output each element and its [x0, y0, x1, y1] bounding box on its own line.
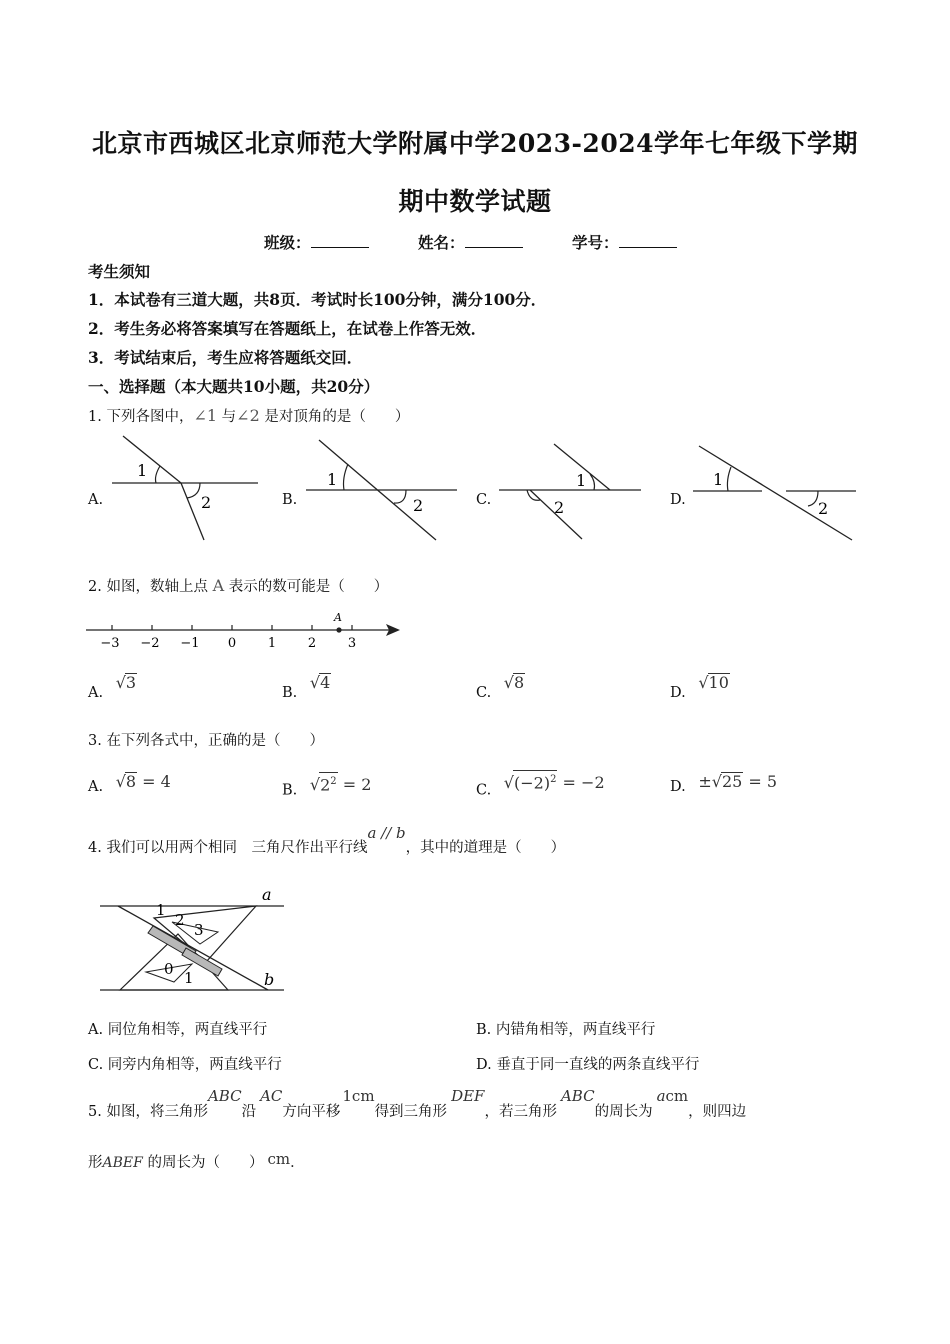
- q2-option-a-letter: A.: [88, 685, 104, 701]
- q2-option-d-letter: D.: [670, 685, 686, 701]
- q3-option-d: [670, 772, 778, 795]
- q1-option-a-label: A.: [88, 492, 104, 508]
- q3-option-c-radicand-wrap: [513, 770, 557, 792]
- q4-angle-label-0: 0: [164, 960, 174, 978]
- q1-option-d-figure: [690, 440, 860, 544]
- q5-text-line2-a: 形: [88, 1155, 103, 1171]
- id-label: 学号：: [572, 233, 619, 252]
- q1-stem-text-mid: 与: [217, 409, 237, 425]
- class-field: [264, 231, 369, 253]
- q2-option-c: [476, 673, 525, 701]
- class-label: 班级：: [264, 233, 311, 252]
- q1a-label-2: 2: [201, 493, 212, 512]
- q3-option-d-expr: ±√25 = 5: [698, 772, 778, 791]
- q4-stem-text-a: 4. 我们可以用两个相同 三角尺作出平行线: [88, 840, 368, 856]
- tick-label-neg1: −1: [180, 636, 200, 651]
- q4-line-b-label: b: [264, 970, 275, 989]
- q1-option-d-label: D.: [670, 492, 686, 508]
- q1-option-b-label: B.: [282, 492, 298, 508]
- q1-angle-2: ∠2: [236, 406, 260, 425]
- question-5-stem-line2: [88, 1151, 305, 1172]
- q1d-label-2: 2: [818, 499, 829, 518]
- q5-text-7: ，则四边: [688, 1104, 747, 1120]
- q4-parallel-expr: a // b: [367, 824, 406, 842]
- q2-option-c-radicand: 8: [514, 673, 525, 692]
- tick-label-2: 2: [307, 636, 317, 651]
- q2-stem-text-b: 表示的数可能是（ ）: [224, 579, 389, 595]
- q3-option-d-letter: D.: [670, 779, 686, 795]
- q2-option-b-letter: B.: [282, 685, 298, 701]
- q3-option-a-letter: A.: [88, 779, 104, 795]
- q5-text-line2-c: ．: [290, 1155, 305, 1171]
- q2-option-b: [282, 673, 331, 701]
- q3-option-c-expr: $√(-2)^2 = -2$: [504, 773, 605, 792]
- notice-heading: 考生须知: [88, 262, 151, 281]
- q1c-label-2: 2: [554, 498, 565, 517]
- q3-option-b-radicand: 2: [320, 775, 331, 795]
- q1c-label-1: 1: [576, 471, 587, 490]
- document-title-line2: 期中数学试题: [398, 187, 552, 216]
- q1a-label-1: 1: [137, 461, 148, 480]
- q5-text-5: ，若三角形: [484, 1104, 557, 1120]
- document-title-line1: 北京市西城区北京师范大学附属中学2023-2024学年七年级下学期: [91, 129, 859, 158]
- question-4-stem: [88, 824, 566, 857]
- q4-option-b: B. 内错角相等，两直线平行: [476, 1022, 656, 1038]
- q2-option-c-letter: C.: [476, 685, 492, 701]
- notice-item-1: 1．本试卷有三道大题，共8页．考试时长100分钟，满分100分．: [88, 290, 547, 309]
- section-1-heading: 一、选择题（本大题共10小题，共20分）: [88, 377, 380, 396]
- q5-text-1: 5. 如图，将三角形: [88, 1104, 208, 1120]
- q1-option-a-figure: [108, 432, 268, 544]
- q3-option-c-exponent: 2: [550, 774, 557, 785]
- q3-option-d-rest: = 5: [743, 772, 778, 791]
- q1b-label-2: 2: [413, 496, 424, 515]
- name-blank: [465, 233, 523, 248]
- q1-option-c-label: C.: [476, 492, 492, 508]
- q5-math-1cm: 1cm: [342, 1087, 375, 1105]
- point-a-dot: [336, 627, 341, 632]
- q4-option-c: C. 同旁内角相等，两直线平行: [88, 1057, 282, 1073]
- name-field: [418, 231, 523, 253]
- q5-text-6: 的周长为: [594, 1104, 653, 1120]
- q5-math-ac: AC: [260, 1087, 283, 1105]
- q1-stem-text-b: 是对顶角的是（ ）: [259, 409, 410, 425]
- q2-option-d: [670, 673, 730, 701]
- q3-option-b: [282, 776, 371, 798]
- q5-math-a: a: [656, 1087, 666, 1105]
- q2-point-name: A: [212, 576, 225, 595]
- q5-text-2: 沿: [241, 1104, 257, 1120]
- tick-label-neg2: −2: [140, 636, 160, 651]
- q2-option-a-radicand: 3: [125, 673, 137, 692]
- name-label: 姓名：: [418, 233, 465, 252]
- q2-option-d-expr: √10: [698, 673, 729, 692]
- q4-option-a: A. 同位角相等，两直线平行: [88, 1022, 268, 1038]
- q3-option-b-radicand-wrap: [319, 772, 338, 794]
- q1-angle-1: ∠1: [193, 406, 218, 425]
- q4-triangle-ruler-figure: [96, 884, 296, 996]
- q4-option-d: D. 垂直于同一直线的两条直线平行: [476, 1057, 700, 1073]
- q4-stem-text-b: ，其中的道理是（ ）: [405, 840, 566, 856]
- q5-text-3: 方向平移: [282, 1104, 341, 1120]
- q5-math-abef: ABEF: [102, 1155, 143, 1171]
- q3-option-b-exponent: 2: [330, 776, 337, 787]
- q2-option-a: [88, 673, 137, 701]
- q4-line-a-label: a: [262, 885, 272, 904]
- q2-option-c-expr: √8: [503, 673, 525, 692]
- question-2-stem: [88, 575, 388, 596]
- q3-option-c: [476, 773, 605, 799]
- q4-angle-label-1b: 1: [184, 969, 194, 987]
- q3-option-d-radicand: 25: [721, 772, 743, 791]
- question-1-stem: [88, 405, 409, 426]
- q1-option-c-figure: [496, 440, 646, 544]
- q3-option-c-letter: C.: [476, 782, 492, 799]
- q1-stem-text-a: 1. 下列各图中，: [88, 409, 194, 425]
- q1d-label-1: 1: [713, 470, 724, 489]
- question-3-stem: 3. 在下列各式中，正确的是（ ）: [88, 733, 324, 749]
- q2-option-d-radicand: 10: [708, 673, 729, 692]
- id-field: [572, 231, 677, 253]
- q5-math-cm-2: cm: [267, 1150, 291, 1168]
- q5-math-abc-2: ABC: [560, 1087, 595, 1105]
- number-line: [84, 608, 406, 654]
- q3-option-a-expr: √8 = 4: [115, 772, 171, 791]
- q3-option-d-prefix: ±: [698, 772, 712, 791]
- q3-option-a-radicand: 8: [125, 772, 137, 791]
- question-5-stem-line1: [88, 1087, 747, 1121]
- tick-label-1: 1: [267, 636, 277, 651]
- q3-option-b-rest: = 2: [337, 775, 372, 795]
- q4-angle-label-3: 3: [194, 921, 204, 939]
- q3-option-a-rest: = 4: [137, 772, 171, 791]
- q3-option-b-letter: B.: [282, 782, 298, 799]
- point-a-label: A: [334, 611, 342, 624]
- tick-label-neg3: −3: [100, 636, 120, 651]
- q5-math-cm: cm: [665, 1087, 689, 1105]
- q3-option-c-rest: = −2: [557, 773, 605, 793]
- q5-text-4: 得到三角形: [374, 1104, 448, 1120]
- tick-label-3: 3: [347, 636, 357, 651]
- tick-label-0: 0: [227, 636, 237, 651]
- q4-angle-label-1: 1: [156, 901, 166, 919]
- q2-option-a-expr: √3: [115, 673, 137, 692]
- q1-option-b-figure: [302, 436, 462, 544]
- q3-option-b-expr: $√2^2 = 2$: [310, 775, 372, 794]
- q3-option-a: [88, 772, 171, 795]
- q1b-label-1: 1: [327, 470, 338, 489]
- class-blank: [311, 233, 369, 248]
- q2-stem-text-a: 2. 如图，数轴上点: [88, 579, 213, 595]
- q3-option-c-radicand: (−2): [514, 773, 551, 793]
- q2-option-b-expr: √4: [309, 673, 331, 692]
- q2-option-b-radicand: 4: [320, 673, 331, 692]
- notice-item-3: 3．考试结束后，考生应将答题纸交回．: [88, 348, 363, 367]
- q5-text-line2-b: 的周长为（ ）: [142, 1155, 264, 1171]
- id-blank: [619, 233, 677, 248]
- q5-math-abc: ABC: [207, 1087, 242, 1105]
- q4-angle-label-2: 2: [175, 911, 185, 929]
- q5-math-def: DEF: [451, 1087, 485, 1105]
- notice-item-2: 2．考生务必将答案填写在答题纸上，在试卷上作答无效．: [88, 319, 487, 338]
